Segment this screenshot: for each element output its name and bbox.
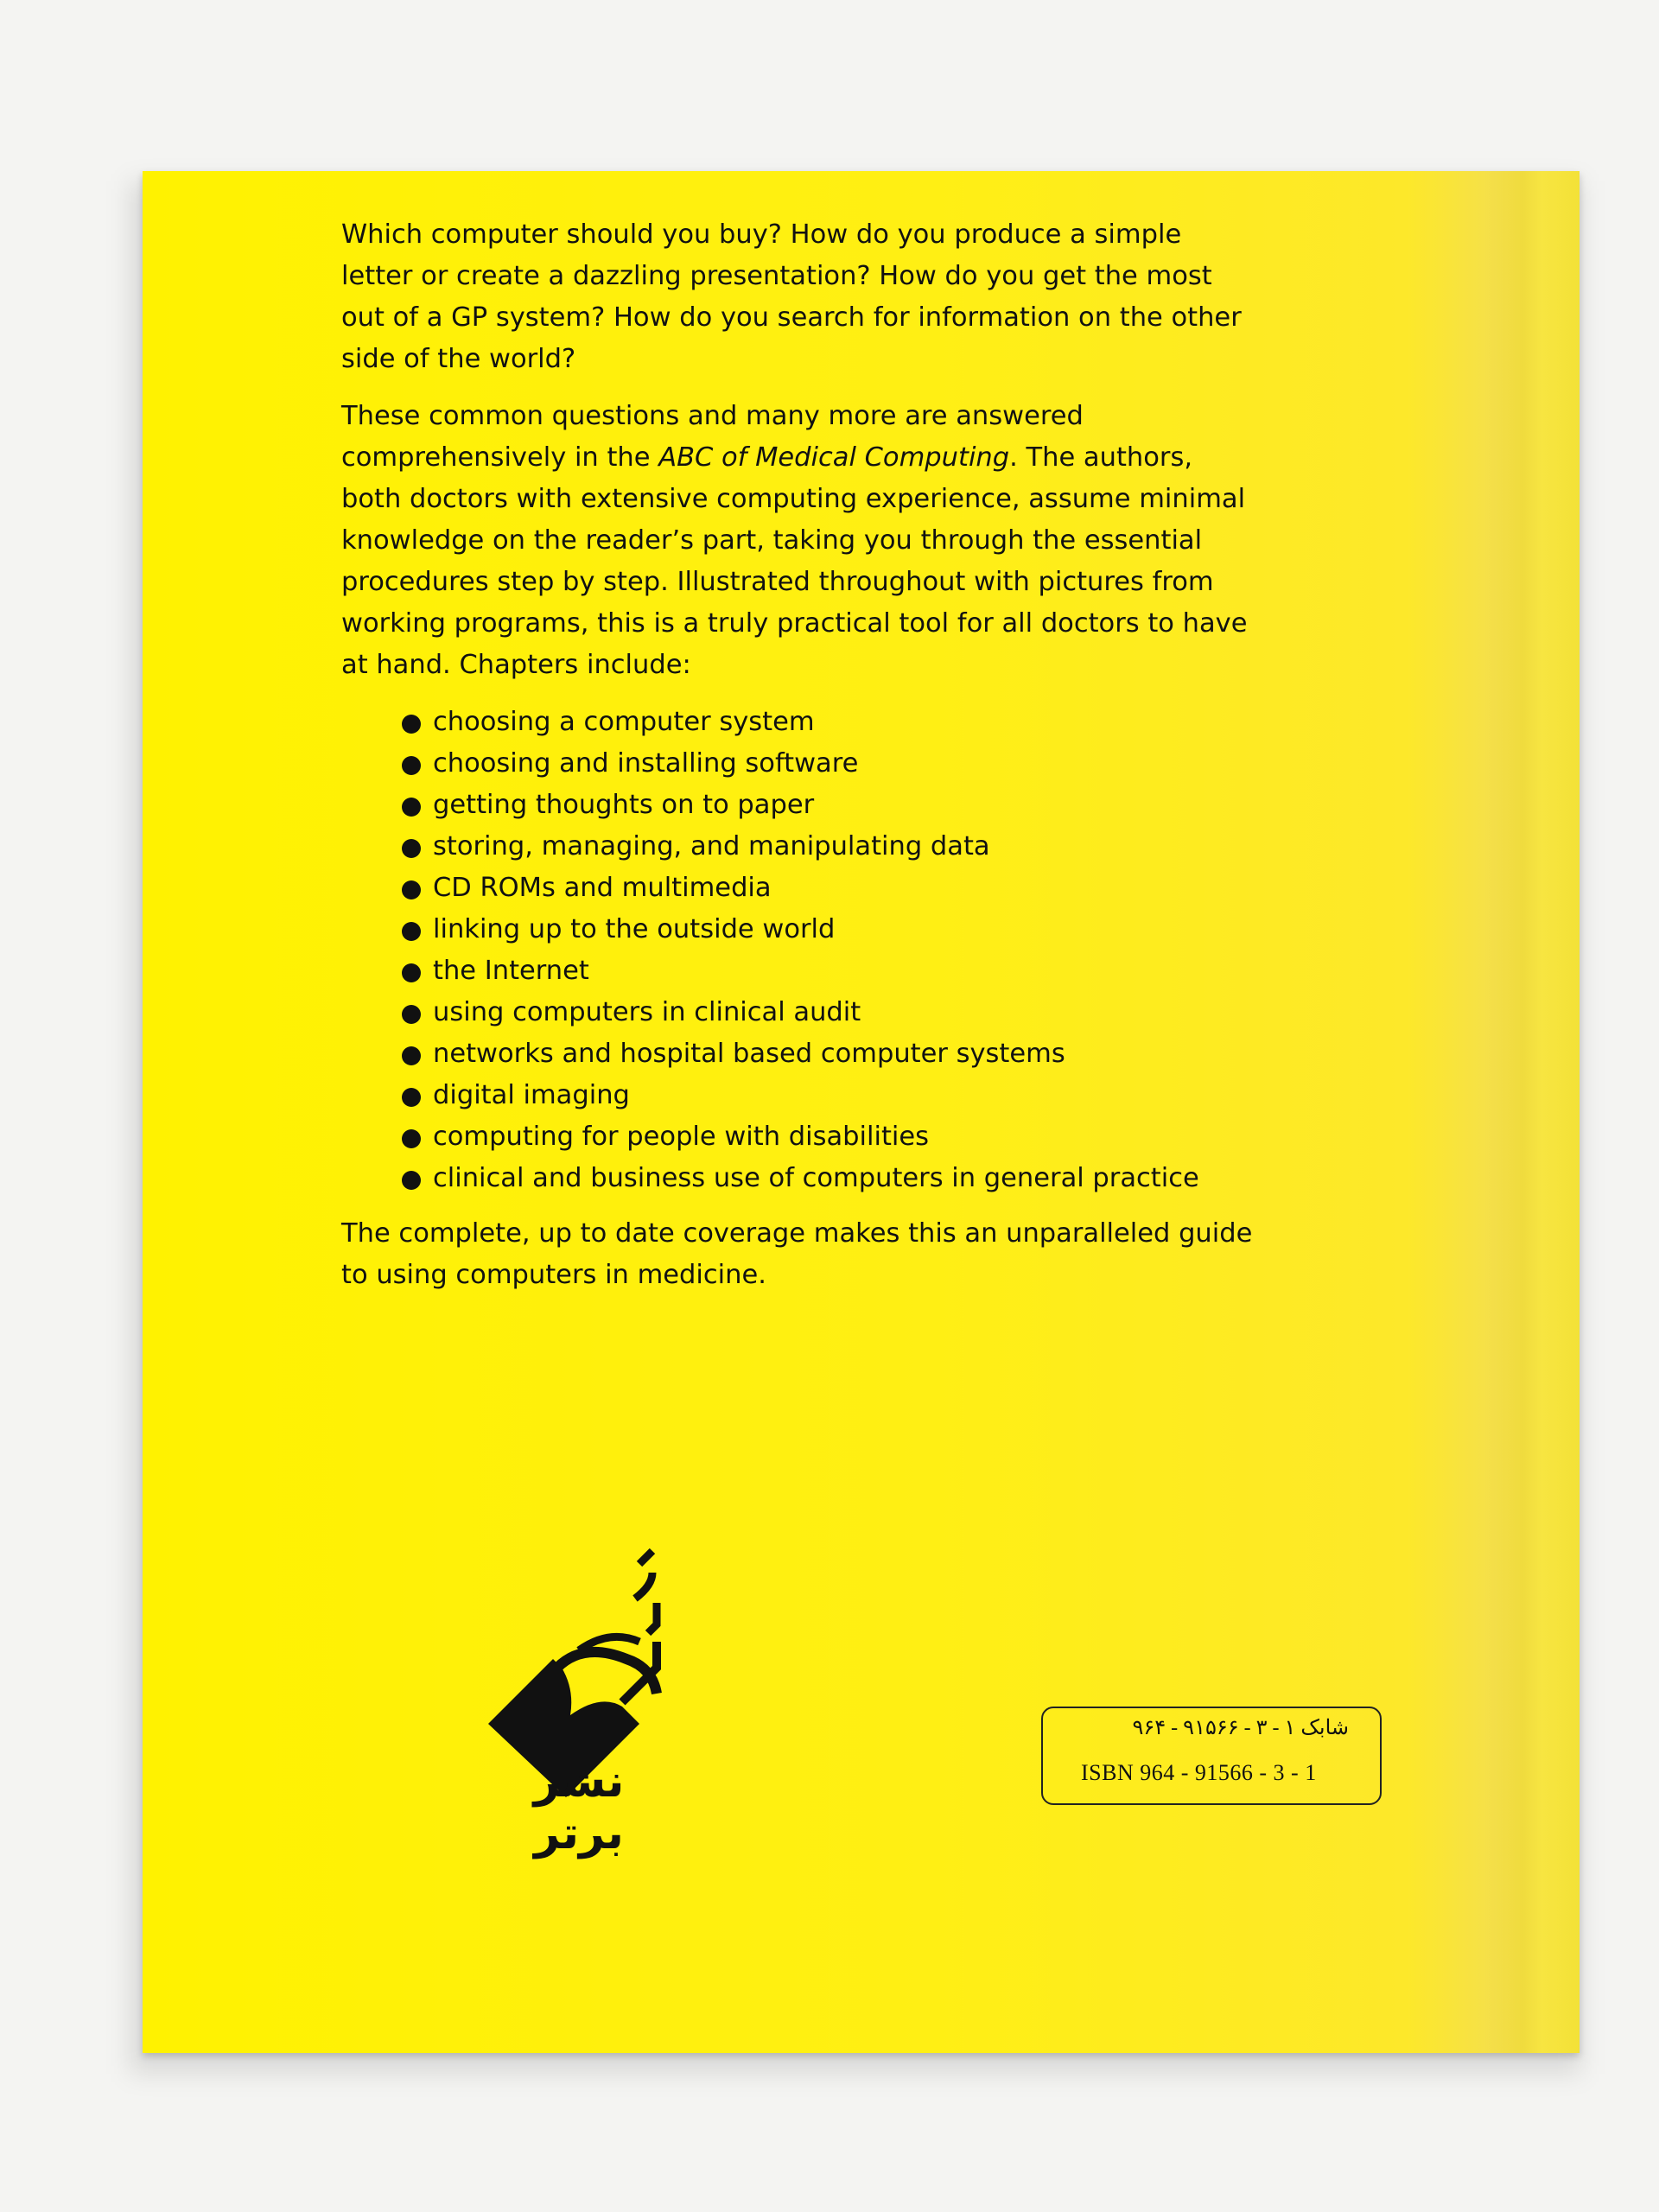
chapter-item: digital imaging — [402, 1075, 1257, 1116]
chapter-item: choosing and installing software — [402, 743, 1257, 785]
publisher-name: نشر برتر — [533, 1756, 625, 1859]
description-text-end: . The authors, both doctors with extensive computing experience, assume minimal knowledge on the reader’s part, taking you through the essential procedures step by step. Illustrated throughout with pictures from working programs, this is a truly practical tool for all doctors to have at hand. Chapters include: — [341, 442, 1248, 680]
chapter-item: networks and hospital based computer systems — [402, 1033, 1257, 1075]
isbn-latin: ISBN 964 - 91566 - 3 - 1 — [1081, 1760, 1317, 1785]
intro-paragraph: Which computer should you buy? How do you produce a simple letter or create a dazzling presentation? How do you get the most out of a GP system? How do you search for information on the other side of the world? — [341, 219, 1242, 374]
chapter-item: clinical and business use of computers in general practice — [402, 1158, 1257, 1199]
description-text-start: These common questions and many more are answered comprehensively in the — [341, 401, 1084, 473]
chapter-item: choosing a computer system — [402, 702, 1257, 743]
chapter-item: CD ROMs and multimedia — [402, 868, 1257, 909]
spine-edge — [1484, 171, 1580, 2053]
chapter-item: storing, managing, and manipulating data — [402, 826, 1257, 868]
back-cover-blurb — [341, 214, 1257, 1312]
book-title: ABC of Medical Computing — [658, 442, 1010, 473]
description-paragraph — [341, 396, 1257, 686]
isbn-persian: شابک ۱ - ۳ - ۹۱۵۶۶ - ۹۶۴ — [1132, 1717, 1349, 1739]
closing-paragraph: The complete, up to date coverage makes this an unparalleled guide to using computers in medicine. — [341, 1218, 1253, 1290]
chapter-list — [402, 702, 1257, 1199]
isbn-box — [1041, 1707, 1382, 1805]
chapter-item: the Internet — [402, 950, 1257, 992]
chapter-item: computing for people with disabilities — [402, 1116, 1257, 1158]
chapter-item: using computers in clinical audit — [402, 992, 1257, 1033]
chapter-item: getting thoughts on to paper — [402, 785, 1257, 826]
chapter-item: linking up to the outside world — [402, 909, 1257, 950]
